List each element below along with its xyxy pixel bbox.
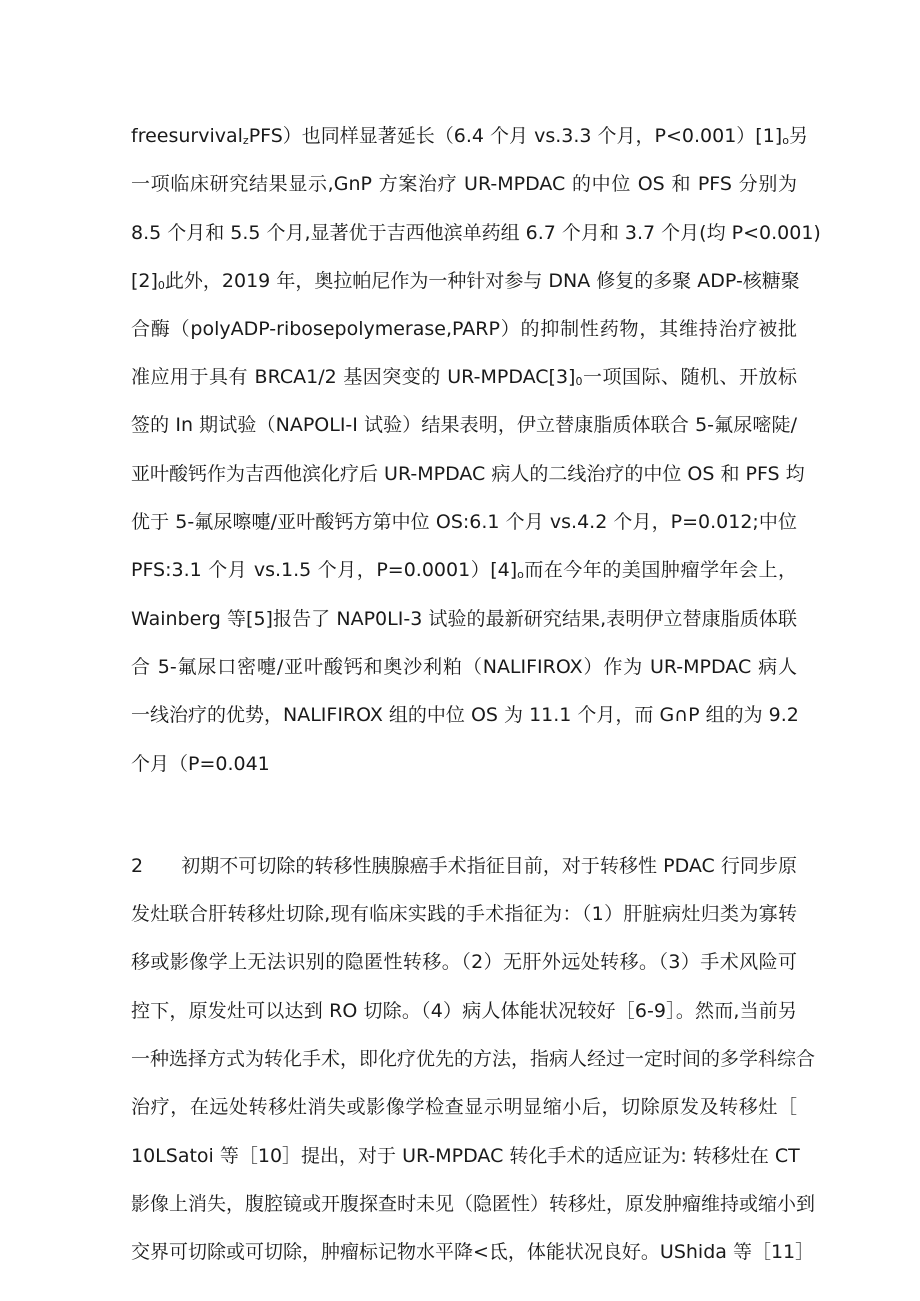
text-line: 影像上消失，腹腔镜或开腹探查时未见（隐匿性）转移灶，原发肿瘤维持或缩小到	[131, 1193, 816, 1215]
text-line: Wainberg 等[5]报告了 NAP0LI-3 试验的最新研究结果,表明伊立替康脂质体联	[131, 608, 797, 630]
text-line: PFS:3.1 个月 vs.1.5 个月，$P=0.0001)[4]_o$而在今年的美国肿瘤学年会上，	[131, 559, 797, 581]
section-heading-line: 2 初期不可切除的转移性胰腺癌手术指征目前，对于转移性 PDAC 行同步原	[131, 855, 797, 877]
text-line: 签的 In 期试验（NAPOLI-I 试验）结果表明，伊立替康脂质体联合 5-氟尿嘧陡/	[131, 414, 797, 436]
text-line: 个月（P=0.041	[131, 753, 270, 775]
text-line: 合酶（polyADP-ribosepolymerase,PARP）的抑制性药物，其维持治疗被批	[131, 318, 797, 340]
text-line: 合 5-氟尿口密嚏/亚叶酸钙和奥沙利粕（NALIFIROX）作为 UR-MPDAC 病人	[131, 656, 797, 678]
text-line: $[2]_0$此外，2019 年，奥拉帕尼作为一种针对参与 DNA 修复的多聚 ADP-核糖聚	[131, 270, 800, 292]
text-line: 一项临床研究结果显示,GnP 方案治疗 UR-MPDAC 的中位 OS 和 PFS 分别为	[131, 173, 797, 195]
text-line: 治疗，在远处转移灶消失或影像学检查显示明显缩小后，切除原发及转移灶［	[131, 1096, 797, 1118]
text-line: 亚叶酸钙作为吉西他滨化疗后 UR-MPDAC 病人的二线治疗的中位 OS 和 PFS 均	[131, 463, 805, 485]
text-line: 发灶联合肝转移灶切除,现有临床实践的手术指征为：（1）肝脏病灶归类为寡转	[131, 903, 797, 925]
text-line: 10LSatoi 等［10］提出，对于 UR-MPDAC 转化手术的适应证为: 转移灶在 CT	[131, 1145, 800, 1167]
text-line: 移或影像学上无法识别的隐匿性转移。（2）无肝外远处转移。（3）手术风险可	[131, 951, 797, 973]
text-line: 准应用于具有 BRCA1/2 基因突变的 $UR-MPDAC[3]_0$一项国际、随机、开放标	[131, 366, 797, 388]
text-line: 一线治疗的优势，NALIFIROX 组的中位 OS 为 11.1 个月，而 G∩P 组的为 9.2	[131, 704, 799, 726]
text-line: freesurvival$_z$PFS）也同样显著延长（6.4 个月 vs.3.3 个月，$P<0.001)[1]_o$另	[131, 125, 808, 147]
text-line: 交界可切除或可切除，肿瘤标记物水平降<氐，体能状况良好。UShida 等［11］	[131, 1241, 815, 1263]
text-line: 一种选择方式为转化手术，即化疗优先的方法，指病人经过一定时间的多学科综合	[131, 1048, 816, 1070]
text-line: 8.5 个月和 5.5 个月,显著优于吉西他滨单药组 6.7 个月和 3.7 个月(均 P<0.001)	[131, 222, 821, 244]
text-line: 优于 5-氟尿嚓嚏/亚叶酸钙方第中位 OS:6.1 个月 vs.4.2 个月，P=0.012;中位	[131, 511, 797, 533]
text-line: 控下，原发灶可以达到 RO 切除。（4）病人体能状况较好［6-9］。然而,当前另	[131, 1000, 797, 1022]
